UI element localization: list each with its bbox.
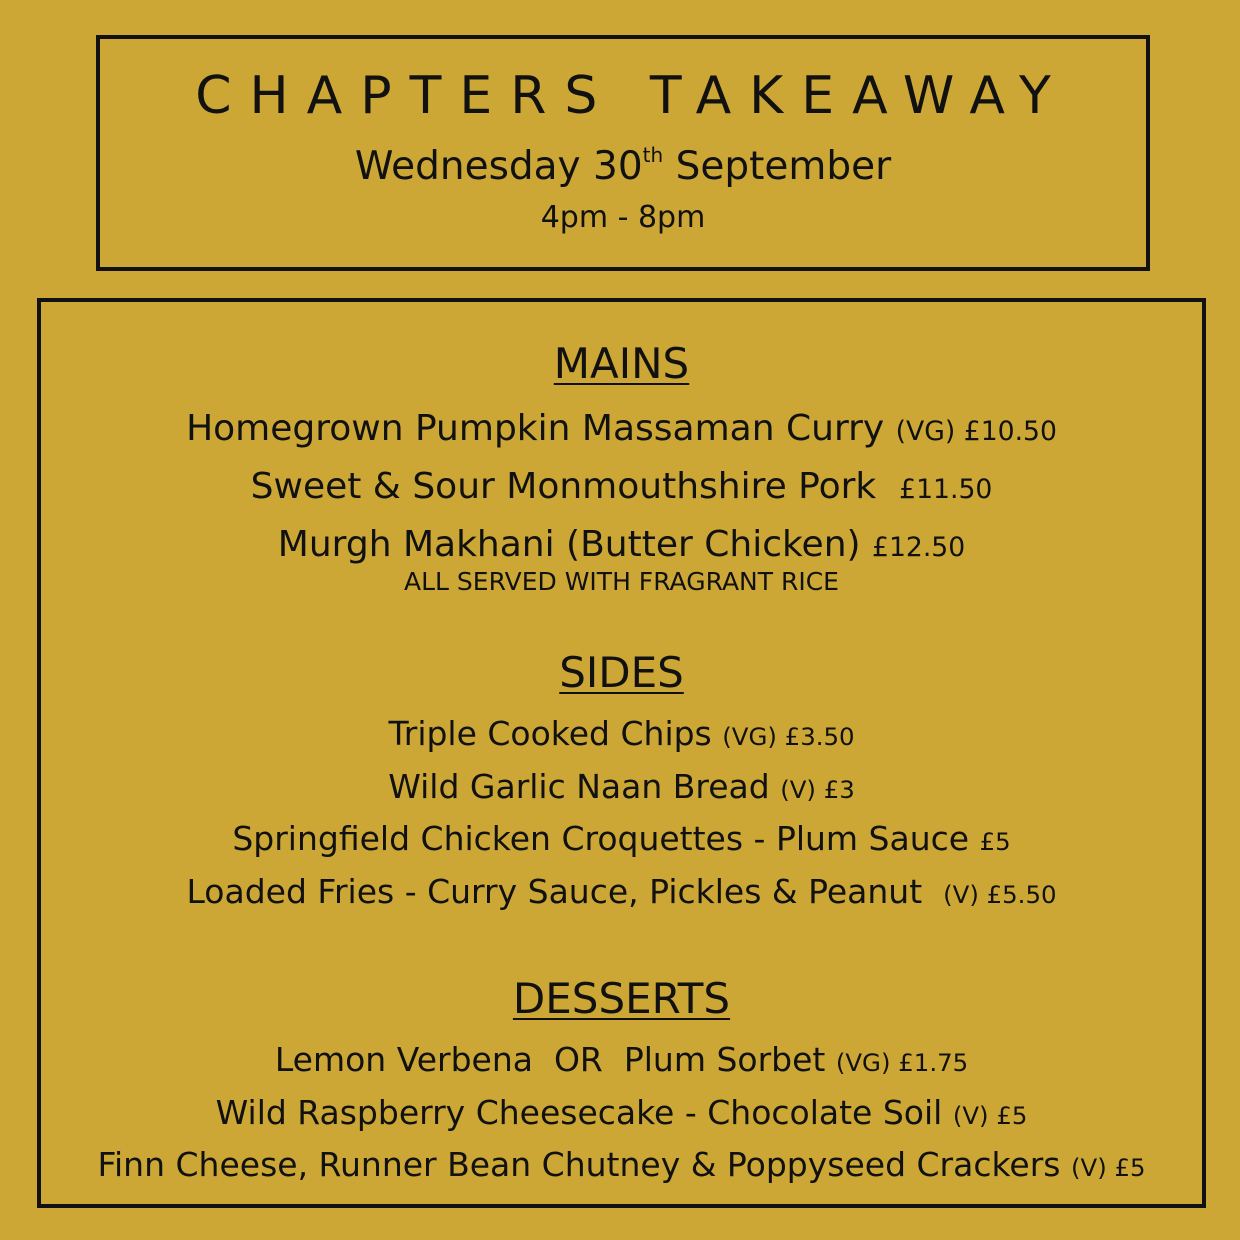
item-name: Triple Cooked Chips [388,714,723,753]
sides-section [41,649,1202,919]
menu-item [41,459,1202,517]
menu-box [37,298,1206,1208]
item-tag: (VG) [722,722,785,751]
item-tag: (V) [1070,1153,1115,1182]
mains-heading: MAINS [553,339,690,388]
item-tag: (VG) [835,1048,899,1077]
item-tag: (VG) [895,416,964,447]
item-name: Murgh Makhani (Butter Chicken) [277,524,873,565]
mains-note: ALL SERVED WITH FRAGRANT RICE [404,567,839,596]
menu-item [41,401,1202,459]
item-tag: (V) [952,1100,997,1130]
item-name: Wild Raspberry Cheesecake - Chocolate Soil [215,1092,953,1132]
item-tag: (V) [943,879,987,909]
menu-item [41,867,1202,920]
menu-item [41,1088,1202,1141]
item-tag: (V) [780,774,824,804]
item-name: Finn Cheese, Runner Bean Chutney & Poppyseed Crackers [97,1145,1071,1184]
item-price: £3 [823,774,855,804]
date-month: September [663,144,892,189]
item-name: Lemon Verbena OR Plum Sorbet [274,1040,836,1079]
item-name: Springfield Chicken Croquettes - Plum Sauce [232,819,980,858]
mains-section [41,340,1202,597]
item-price: £5.50 [986,879,1057,909]
item-name: Wild Garlic Naan Bread [388,766,781,806]
desserts-section [41,975,1202,1193]
date-day: Wednesday 30 [354,144,643,189]
item-name: Sweet & Sour Monmouthshire Pork [250,466,900,507]
item-price: £5 [1114,1153,1146,1182]
item-price: £10.50 [963,416,1057,447]
sides-heading: SIDES [559,648,684,697]
item-name: Loaded Fries - Curry Sauce, Pickles & Peanut [186,871,944,911]
item-name: Homegrown Pumpkin Massaman Curry [186,408,896,449]
date-ordinal: th [642,143,664,167]
menu-item [41,814,1202,867]
menu-item [41,709,1202,762]
item-price: £5 [996,1100,1028,1130]
opening-hours: 4pm - 8pm [540,200,706,235]
item-price: £5 [979,827,1011,856]
desserts-heading: DESSERTS [512,974,731,1023]
page-title: CHAPTERS TAKEAWAY [195,66,1069,126]
menu-item [41,762,1202,815]
item-price: £11.50 [899,474,993,505]
item-price: £1.75 [898,1048,969,1077]
header-box [96,35,1150,271]
menu-item [41,1140,1202,1193]
menu-item [41,1035,1202,1088]
item-price: £12.50 [872,532,966,563]
event-date [100,144,1146,190]
item-price: £3.50 [784,722,855,751]
